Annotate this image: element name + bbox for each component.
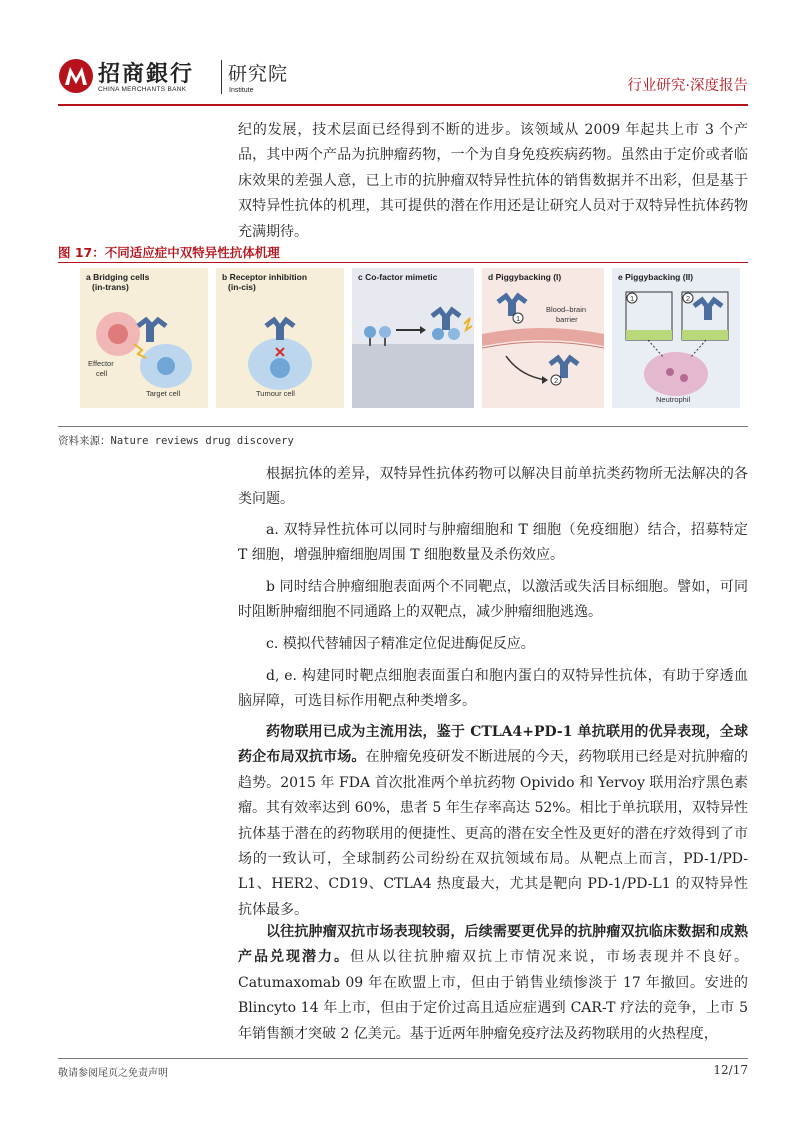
label-step-1: 1 — [516, 314, 521, 323]
paragraph-drug-combination — [238, 720, 748, 923]
logo-chinese-name: 招商銀行 — [98, 62, 195, 87]
panel-c-letter: c — [358, 272, 363, 282]
panel-e-title: Piggybacking (II) — [625, 272, 694, 282]
paragraph-drug-combination-lead: 药物联用已成为主流用法，鉴于 CTLA4+PD-1 单抗联用的优异表现，全球药企布局双抗市场。 — [238, 724, 748, 766]
panel-a-bridging-cells — [80, 268, 208, 408]
header-divider — [221, 60, 222, 94]
paragraph-market-performance — [238, 920, 748, 1047]
panel-c-cofactor-mimetic — [352, 268, 474, 408]
footer-rule — [58, 1058, 748, 1059]
figure-title-rule — [58, 262, 748, 263]
page-header — [58, 54, 748, 104]
panel-b-title: Receptor inhibition — [229, 272, 308, 282]
panel-d-letter: d — [488, 272, 494, 282]
label-cell: cell — [96, 369, 108, 378]
paragraph-point-b: b 同时结合肿瘤细胞表面两个不同靶点，以激活或失活目标细胞。譬如，可同时阻断肿瘤细胞不同通路上的双靶点，减少肿瘤细胞逃逸。 — [238, 579, 748, 621]
panel-e-piggybacking-2 — [612, 268, 740, 408]
paragraph-intro: 纪的发展，技术层面已经得到不断的进步。该领域从 2009 年起共上市 3 个产品，其中两个产品为抗肿瘤药物，一个为自身免疫疾病药物。虽然由于定价或者临床效果的差强人意，已上市的抗肿瘤双特异性抗体的销售数据并不出彩，但是基于双特异性抗体的机理，其可提供的潜在作用还是让研究人员对于双特异性抗体药物充满期待。 — [238, 122, 748, 240]
paragraph-antibody-differences: 根据抗体的差异，双特异性抗体药物可以解决目前单抗类药物所无法解决的各类问题。 — [238, 466, 748, 508]
figure-bottom-rule — [58, 426, 748, 427]
paragraph-point-c: c. 模拟代替辅因子精准定位促进酶促反应。 — [266, 636, 535, 652]
panel-a-title: Bridging cells — [93, 272, 150, 282]
label-blood-brain: Blood–brain — [546, 305, 587, 314]
label-step-2: 2 — [554, 376, 559, 385]
panel-b-subtitle: (in-cis) — [228, 282, 256, 292]
panel-a-subtitle: (in-trans) — [92, 282, 129, 292]
label-target-cell: Target cell — [146, 389, 181, 398]
svg-text:a Bridging cells — [86, 272, 150, 282]
report-type: 行业研究·深度报告 — [627, 78, 748, 94]
logo-english-name: CHINA MERCHANTS BANK — [98, 86, 187, 93]
svg-text:d Piggybacking (I) — [488, 272, 561, 282]
paragraph-point-de: d, e. 构建同时靶点细胞表面蛋白和胞内蛋白的双特异性抗体，有助于穿透血脑屏障，可选目标作用靶点种类增多。 — [238, 668, 748, 710]
panel-e-letter: e — [618, 272, 623, 282]
panel-c-title: Co-factor mimetic — [365, 272, 438, 282]
label-barrier: barrier — [556, 315, 578, 324]
label-e-step-2: 2 — [686, 294, 691, 303]
panel-d-title: Piggybacking (I) — [495, 272, 562, 282]
figure-title: 图 17：不同适应症中双特异性抗体机理 — [58, 245, 280, 260]
page-number: 12/17 — [713, 1063, 748, 1077]
svg-text:e Piggybacking (II) — [618, 272, 693, 282]
panel-b-receptor-inhibition — [216, 268, 344, 408]
paragraph-market-performance-body: 但从以往抗肿瘤双抗上市情况来说，市场表现并不良好。Catumaxomab 09 年在欧盟上市，但由于销售业绩惨淡于 17 年撤回。安进的 Blincyto 14 年上市，但由于定价过高且适应症遇到 CAR-T 疗法的竞争，上市 5 年销售额才突破 2 亿美元。基于近两年肿瘤免疫疗法及药物联用的火热程度， — [238, 949, 748, 1042]
mechanism-figure — [80, 268, 740, 408]
panel-a-letter: a — [86, 272, 91, 282]
institute-chinese-name: 研究院 — [228, 63, 289, 85]
label-effector: Effector — [88, 359, 114, 368]
header-rule — [58, 104, 748, 106]
institute-english-name: Institute — [229, 87, 254, 94]
panel-d-piggybacking-1 — [482, 268, 604, 408]
paragraph-market-performance-lead: 以往抗肿瘤双抗市场表现较弱，后续需要更优异的抗肿瘤双抗临床数据和成熟产品兑现潜力。 — [238, 924, 748, 966]
footer-disclaimer: 敬请参阅尾页之免责声明 — [58, 1068, 168, 1079]
label-e-step-1: 1 — [630, 294, 635, 303]
panel-b-letter: b — [222, 272, 228, 282]
svg-text:c Co-factor mimetic — [358, 272, 438, 282]
label-neutrophil: Neutrophil — [656, 395, 691, 404]
cmb-logo-icon — [58, 58, 94, 94]
label-tumour-cell: Tumour cell — [256, 389, 295, 398]
paragraph-drug-combination-body: 在肿瘤免疫研发不断进展的今天，药物联用已经是对抗肿瘤的趋势。2015 年 FDA 首次批准两个单抗药物 Opivido 和 Yervoy 联用治疗黑色素瘤。其有效率达到 60%，患者 5 年生存率高达 52%。相比于单抗联用，双特异性抗体基于潜在的药物联用的便捷性、更高的潜在安全性及更好的潜在疗效得到了市场的一致认可，全球制药公司纷纷在双抗领域布局。从靶点上而言，PD-1/PD-L1、HER2、CD19、CTLA4 热度最大，尤其是靶向 PD-1/PD-L1 的双特异性抗体最多。 — [238, 749, 749, 918]
figure-source: 资料来源：Nature reviews drug discovery — [58, 435, 294, 447]
svg-text:b Receptor inhibition — [222, 272, 307, 282]
paragraph-point-a: a. 双特异性抗体可以同时与肿瘤细胞和 T 细胞（免疫细胞）结合，招募特定 T 细胞，增强肿瘤细胞周围 T 细胞数量及杀伤效应。 — [238, 522, 748, 564]
